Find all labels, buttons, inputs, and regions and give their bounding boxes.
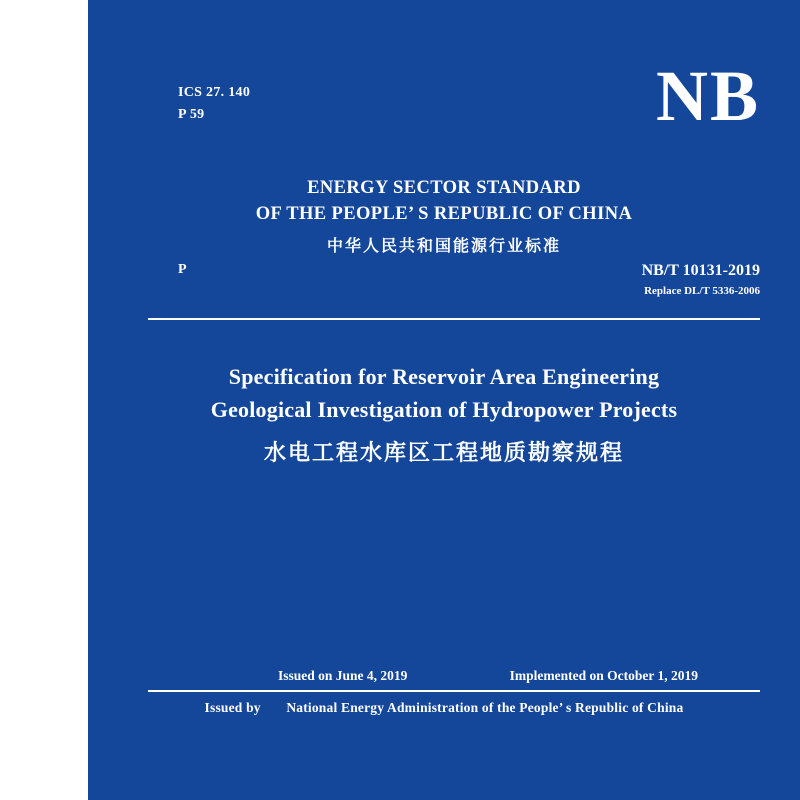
bottom-color-strip bbox=[88, 770, 800, 800]
standard-code-row bbox=[178, 262, 760, 308]
ics-code: ICS 27. 140 bbox=[178, 85, 251, 100]
dates-row bbox=[178, 668, 740, 688]
standard-number: NB/T 10131-2019 bbox=[641, 262, 760, 279]
divider-top bbox=[148, 318, 760, 320]
divider-bottom bbox=[148, 690, 760, 692]
issued-on-date: Issued on June 4, 2019 bbox=[278, 668, 408, 683]
heading-line-2: OF THE PEOPLE’ S REPUBLIC OF CHINA bbox=[255, 204, 633, 224]
document-title bbox=[88, 360, 800, 476]
classification-code: P 59 bbox=[178, 107, 205, 122]
category-mark: P bbox=[178, 262, 187, 277]
title-en-line-2: Geological Investigation of Hydropower Projects bbox=[210, 397, 678, 422]
title-chinese: 水电工程水库区工程地质勘察规程 bbox=[263, 441, 624, 466]
heading-line-1: ENERGY SECTOR STANDARD bbox=[307, 178, 581, 198]
issuing-heading bbox=[88, 175, 800, 261]
standard-cover-page bbox=[88, 0, 800, 770]
issued-by-label: Issued by bbox=[204, 700, 261, 715]
heading-chinese: 中华人民共和国能源行业标准 bbox=[326, 236, 561, 255]
issuing-organization: National Energy Administration of the People’ s Republic of China bbox=[286, 700, 684, 715]
left-margin bbox=[0, 0, 88, 800]
nb-logo: NB bbox=[655, 56, 760, 136]
issued-by-row bbox=[88, 700, 800, 716]
title-en-line-1: Specification for Reservoir Area Engineering bbox=[228, 364, 660, 389]
ics-classification-block bbox=[178, 82, 250, 126]
replaces-note: Replace DL/T 5336-2006 bbox=[644, 285, 760, 297]
implemented-on-date: Implemented on October 1, 2019 bbox=[509, 668, 698, 683]
